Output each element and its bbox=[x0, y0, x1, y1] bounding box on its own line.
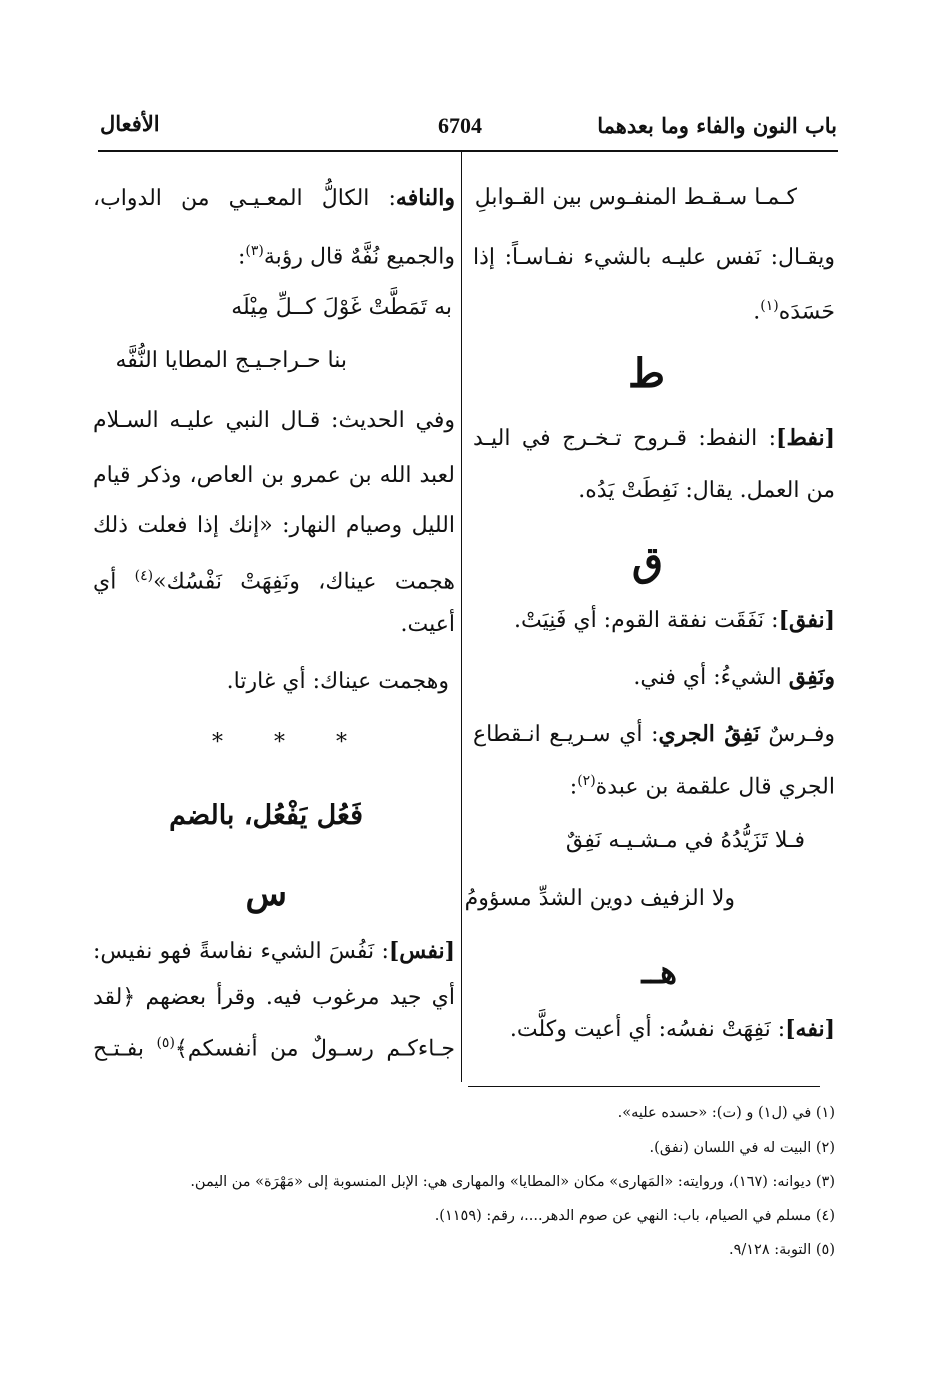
text-line: هجمت عيناك، ونَفِهَتْ نَفْسُك»$^{(٤)}$ أي bbox=[93, 568, 455, 595]
footnote-ref: (٣) bbox=[245, 243, 264, 259]
section-letter-sin: س bbox=[245, 874, 287, 914]
verse-line: به تَمَطَّتْ غَوْلَ كــلِّ مِيْلَه bbox=[231, 295, 452, 320]
text-line: الجري قال علقمة بن عبدة$^{(٢)}$: bbox=[569, 773, 835, 800]
footnote-1: (١) في (ل١) و (ت): «حسده عليه». bbox=[617, 1105, 835, 1121]
section-letter-ta: ط bbox=[628, 350, 665, 397]
footnote-ref: (١) bbox=[760, 298, 779, 314]
running-header-section: الأفعال bbox=[100, 111, 160, 136]
entry-headword: [نفه] bbox=[785, 1016, 835, 1042]
footnote-2: (٢) البيت له في اللسان (نفق). bbox=[649, 1140, 835, 1156]
verse-line: كـمـا سـقـط المنفـوس بين القـوابلِ bbox=[474, 185, 797, 210]
footnote-rule bbox=[468, 1086, 820, 1087]
text-line: حَسَدَه$^{(١)}$. bbox=[753, 298, 835, 325]
footnote-ref: (٤) bbox=[134, 568, 154, 584]
section-separator-stars: * * * bbox=[212, 730, 369, 755]
verse-line: بنا حـراجـيـج المطايا النُّفَّه bbox=[115, 348, 347, 373]
footnote-ref: (٢) bbox=[577, 773, 596, 789]
entry-headword: [نفق] bbox=[778, 607, 835, 633]
entry-line: [نفق]: نَفَقَت نفقة القوم: أي فَنِيَتْ. bbox=[513, 607, 835, 633]
chapter-title: فَعُل يَفْعُل، بالضم bbox=[169, 800, 363, 831]
footnote-ref: (٥) bbox=[156, 1035, 175, 1051]
entry-headword: والنافه bbox=[395, 185, 455, 211]
text-line: لعبد الله بن عمرو بن العاص، وذكر قيام bbox=[93, 463, 455, 488]
section-letter-ha: هــ bbox=[641, 953, 677, 991]
text-line: أي جيد مرغوب فيه. وقرأ بعضهم ﴿لقد bbox=[93, 985, 455, 1010]
section-letter-qaf: ق bbox=[631, 538, 663, 585]
entry-line: [نفس]: نَفُسَ الشيء نفاسةً فهو نفيس: bbox=[93, 938, 455, 964]
text-line: وفي الحديث: قـال النبي عليـه السـلام bbox=[93, 408, 455, 433]
entry-headword: [نفط] bbox=[776, 425, 835, 451]
page-number: 6704 bbox=[438, 113, 482, 138]
footnote-5: (٥) التوبة: ٩/١٢٨. bbox=[728, 1242, 835, 1258]
running-header-chapter: باب النون والفاء وما بعدهما bbox=[597, 113, 837, 138]
footnote-3: (٣) ديوانه: (١٦٧)، وروايته: «المَهارى» مكان «المطايا» والمهارى هي: الإبل المنسوبة إلى «مَهْرَة» من اليمن. bbox=[190, 1174, 835, 1190]
text-line: ويقـال: نَفس عليـه بالشيء نفـاسـاً: إذا bbox=[473, 245, 835, 270]
text-line: وهجمت عيناك: أي غارتا. bbox=[226, 669, 449, 694]
text-line: من العمل. يقال: نَفِطَتْ يَدُه. bbox=[578, 478, 835, 503]
text-line: وفـرسٌ نَفِقُ الجري: أي سـريـع انـقطاع bbox=[473, 721, 835, 747]
verse-line: فـلا تَزَيُّدُهُ في مـشـيـه نَفِقٌ bbox=[565, 828, 805, 853]
header-rule bbox=[98, 150, 838, 152]
footnote-4: (٤) مسلم في الصيام، باب: النهي عن صوم الدهر....، رقم: (١١٥٩). bbox=[434, 1208, 835, 1224]
text-line: الليل وصيام النهار: «إنك إذا فعلت ذلك bbox=[93, 513, 455, 538]
text-line: ونَفِق الشيءُ: أي فني. bbox=[633, 664, 835, 690]
text-line: والجميع نُفَّهٌ قال رؤبة$^{(٣)}$: bbox=[238, 243, 455, 270]
column-divider bbox=[461, 152, 462, 1082]
text-line: جـاءكـم رسـولٌ من أنفسكم﴾$^{(٥)}$ بفـتـح bbox=[93, 1035, 455, 1062]
verse-line: ولا الزفيف دوين الشدِّ مسؤومُ bbox=[464, 886, 735, 911]
text-line: أعيت. bbox=[400, 612, 455, 637]
entry-line: والنافه: الكالُّ المعـيـي من الدواب، bbox=[93, 185, 455, 211]
entry-line: [نفه]: نَفِهَتْ نفسُه: أي أعيت وكلَّت. bbox=[509, 1016, 835, 1042]
entry-headword: [نفس] bbox=[388, 938, 455, 964]
entry-line: [نفط]: النفط: قـروح تـخـرج في اليـد bbox=[473, 425, 835, 451]
